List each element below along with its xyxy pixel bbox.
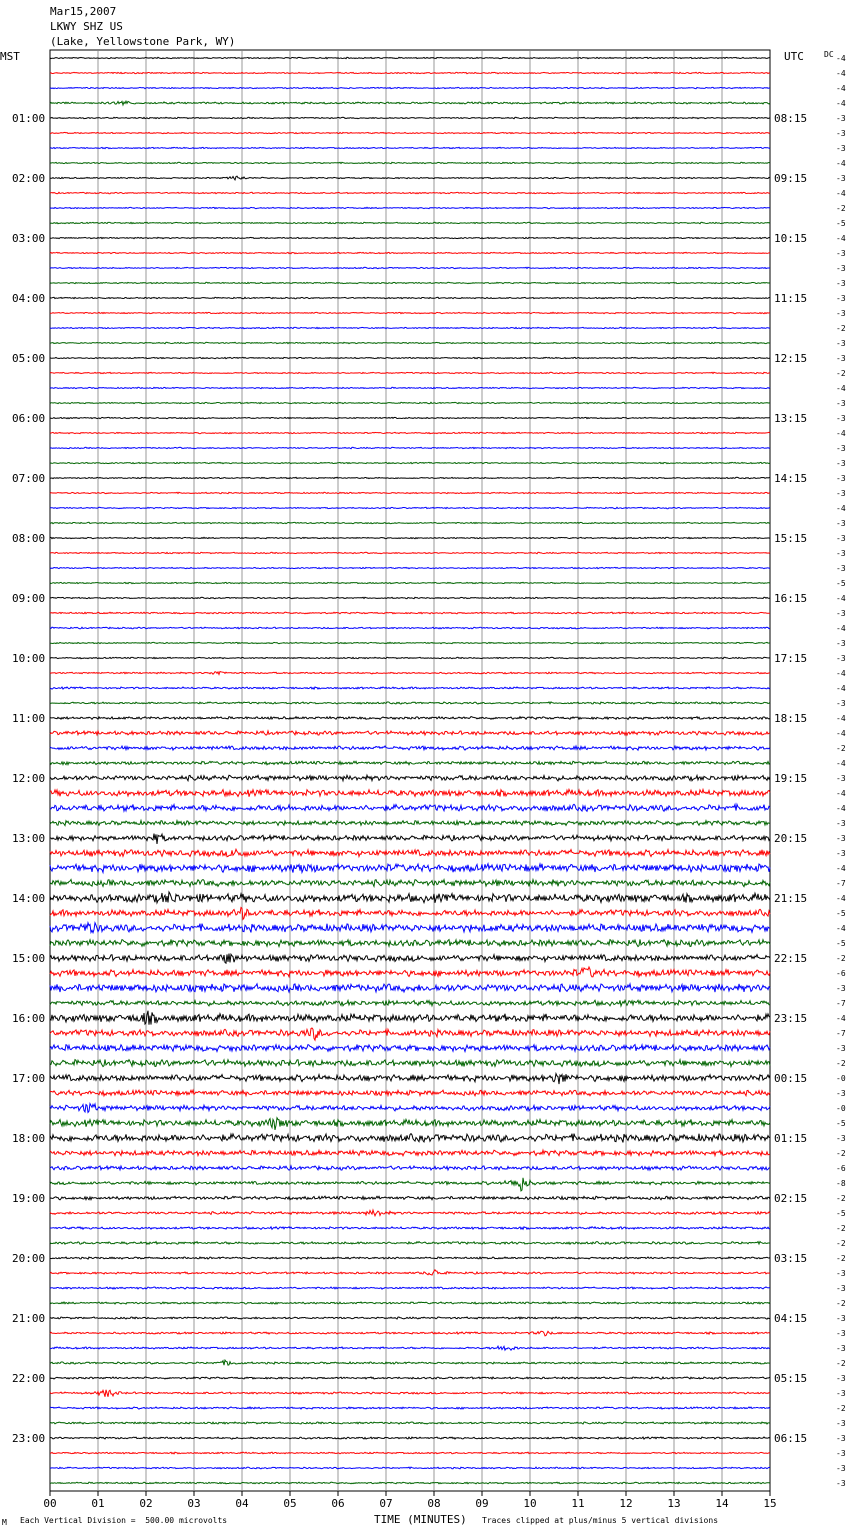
dc-offset-label: -3 [836, 819, 846, 828]
seismic-trace [50, 1257, 770, 1259]
hour-label-right: 09:15 [774, 172, 808, 185]
dc-offset-label: -4 [836, 624, 846, 633]
x-tick-label: 14 [715, 1497, 729, 1510]
dc-offset-label: -4 [836, 99, 846, 108]
seismic-trace [50, 147, 770, 148]
seismic-trace [50, 117, 770, 118]
seismic-trace [50, 537, 770, 538]
dc-offset-label: -3 [836, 984, 846, 993]
plot-frame [50, 50, 770, 1491]
dc-offset-label: -4 [836, 684, 846, 693]
dc-label: DC [824, 50, 834, 59]
x-tick-label: 07 [379, 1497, 393, 1510]
seismic-trace [50, 72, 770, 73]
hour-label-right: 06:15 [774, 1432, 808, 1445]
dc-offset-label: -2 [836, 1404, 846, 1413]
seismic-trace [50, 880, 770, 887]
x-axis-title: TIME (MINUTES) [374, 1513, 467, 1526]
seismic-trace [50, 967, 770, 977]
seismic-trace [50, 702, 770, 704]
dc-offset-label: -3 [836, 279, 846, 288]
dc-offset-label: -4 [836, 804, 846, 813]
seismic-trace [50, 1390, 770, 1397]
dc-offset-label: -3 [836, 339, 846, 348]
dc-offset-label: -5 [836, 1209, 846, 1218]
seismic-trace [50, 984, 770, 992]
hour-label-left: 07:00 [12, 472, 46, 485]
seismic-trace [50, 552, 770, 553]
seismic-trace [50, 1360, 770, 1365]
dc-offset-label: -4 [836, 924, 846, 933]
dc-offset-label: -3 [836, 174, 846, 183]
hour-label-left: 19:00 [12, 1192, 46, 1205]
vertical-division-note: Each Vertical Division = 500.00 microvolts [20, 1516, 228, 1525]
dc-offset-label: -3 [836, 519, 846, 528]
date-label: Mar15,2007 [50, 5, 117, 18]
hour-label-left: 01:00 [12, 112, 46, 125]
dc-offset-label: -4 [836, 669, 846, 678]
seismic-trace [50, 1467, 770, 1469]
dc-offset-label: -2 [836, 1149, 846, 1158]
dc-offset-label: -3 [836, 294, 846, 303]
x-tick-label: 12 [619, 1497, 633, 1510]
hour-label-right: 03:15 [774, 1252, 808, 1265]
seismic-trace [50, 462, 770, 463]
seismic-trace [50, 627, 770, 629]
seismic-trace [50, 1227, 770, 1230]
dc-offset-label: -2 [836, 1299, 846, 1308]
seismic-trace [50, 908, 770, 920]
dc-offset-label: -3 [836, 1344, 846, 1353]
dc-offset-label: -3 [836, 264, 846, 273]
seismic-trace [50, 357, 770, 358]
dc-offset-label: -2 [836, 204, 846, 213]
corner-mark: M [2, 1518, 7, 1527]
dc-offset-label: -7 [836, 999, 846, 1008]
seismic-trace [50, 222, 770, 223]
dc-offset-label: -3 [836, 1284, 846, 1293]
hour-label-right: 22:15 [774, 952, 808, 965]
seismic-trace [50, 101, 770, 105]
seismic-trace [50, 477, 770, 478]
dc-offset-label: -2 [836, 1359, 846, 1368]
hour-label-left: 03:00 [12, 232, 46, 245]
dc-offset-label: -2 [836, 369, 846, 378]
dc-offset-label: -4 [836, 189, 846, 198]
dc-offset-label: -3 [836, 1314, 846, 1323]
seismic-trace [50, 775, 770, 781]
seismic-trace [50, 1045, 770, 1052]
seismic-trace [50, 1437, 770, 1439]
seismic-trace [50, 940, 770, 947]
dc-offset-label: -6 [836, 969, 846, 978]
seismic-trace [50, 1270, 770, 1275]
seismic-trace [50, 402, 770, 403]
hour-label-right: 20:15 [774, 832, 808, 845]
seismic-trace [50, 597, 770, 598]
dc-offset-label: -3 [836, 639, 846, 648]
seismic-trace [50, 252, 770, 253]
hour-label-right: 15:15 [774, 532, 808, 545]
seismic-trace [50, 717, 770, 720]
hour-label-right: 01:15 [774, 1132, 808, 1145]
dc-offset-label: -4 [836, 594, 846, 603]
dc-offset-label: -4 [836, 729, 846, 738]
dc-offset-label: -2 [836, 954, 846, 963]
dc-offset-label: -5 [836, 579, 846, 588]
dc-offset-label: -4 [836, 864, 846, 873]
dc-offset-label: -3 [836, 489, 846, 498]
x-tick-label: 05 [283, 1497, 297, 1510]
seismic-trace [50, 1242, 770, 1245]
hour-label-left: 08:00 [12, 532, 46, 545]
dc-offset-label: -3 [836, 564, 846, 573]
seismic-trace [50, 1196, 770, 1200]
dc-offset-label: -3 [836, 399, 846, 408]
seismic-trace [50, 282, 770, 283]
seismic-trace [50, 1482, 770, 1484]
dc-offset-label: -3 [836, 609, 846, 618]
seismic-trace [50, 132, 770, 133]
seismic-trace [50, 582, 770, 583]
dc-offset-label: -4 [836, 159, 846, 168]
dc-offset-label: -2 [836, 1224, 846, 1233]
dc-offset-label: -5 [836, 1119, 846, 1128]
dc-offset-label: -3 [836, 1449, 846, 1458]
dc-offset-label: -3 [836, 249, 846, 258]
seismic-trace [50, 432, 770, 433]
hour-label-right: 19:15 [774, 772, 808, 785]
seismic-trace [50, 522, 770, 523]
seismic-trace [50, 447, 770, 448]
seismic-trace [50, 1060, 770, 1067]
dc-offset-label: -2 [836, 744, 846, 753]
dc-offset-label: -5 [836, 909, 846, 918]
seismic-trace [50, 342, 770, 343]
hour-label-right: 04:15 [774, 1312, 808, 1325]
seismic-trace [50, 746, 770, 750]
seismic-trace [50, 761, 770, 765]
dc-offset-label: -3 [836, 114, 846, 123]
seismic-trace [50, 1118, 770, 1130]
seismic-trace [50, 1011, 770, 1025]
x-tick-label: 02 [139, 1497, 153, 1510]
dc-offset-label: -3 [836, 474, 846, 483]
hour-label-right: 17:15 [774, 652, 808, 665]
dc-offset-label: -3 [836, 459, 846, 468]
dc-offset-label: -5 [836, 939, 846, 948]
seismic-trace [50, 1104, 770, 1113]
seismic-trace [50, 1346, 770, 1350]
dc-offset-label: -3 [836, 699, 846, 708]
seismic-trace [50, 1000, 770, 1006]
dc-offset-label: -3 [836, 549, 846, 558]
hour-label-right: 05:15 [774, 1372, 808, 1385]
dc-offset-label: -3 [836, 534, 846, 543]
seismic-trace [50, 417, 770, 418]
seismic-trace [50, 1150, 770, 1156]
dc-offset-label: -3 [836, 834, 846, 843]
dc-offset-label: -3 [836, 144, 846, 153]
hour-label-left: 12:00 [12, 772, 46, 785]
x-tick-label: 03 [187, 1497, 201, 1510]
seismic-trace [50, 176, 770, 180]
seismic-trace [50, 207, 770, 208]
seismic-trace [50, 162, 770, 163]
seismic-trace [50, 849, 770, 856]
seismic-trace [50, 327, 770, 328]
seismic-trace [50, 387, 770, 388]
dc-offset-label: -3 [836, 1089, 846, 1098]
seismic-trace [50, 1178, 770, 1191]
station-label: LKWY SHZ US [50, 20, 123, 33]
dc-offset-label: -3 [836, 774, 846, 783]
seismic-trace [50, 312, 770, 313]
seismic-trace [50, 1317, 770, 1319]
dc-offset-label: -4 [836, 894, 846, 903]
seismic-trace [50, 1166, 770, 1170]
dc-offset-label: -8 [836, 1179, 846, 1188]
seismic-trace [50, 1331, 770, 1336]
dc-offset-label: -3 [836, 849, 846, 858]
hour-label-right: 14:15 [774, 472, 808, 485]
dc-offset-label: -3 [836, 1434, 846, 1443]
seismic-trace [50, 642, 770, 643]
dc-offset-label: -4 [836, 1014, 846, 1023]
hour-label-left: 17:00 [12, 1072, 46, 1085]
x-tick-label: 04 [235, 1497, 249, 1510]
dc-offset-label: -3 [836, 1374, 846, 1383]
dc-offset-label: -4 [836, 84, 846, 93]
seismic-trace [50, 1422, 770, 1424]
seismic-trace [50, 567, 770, 568]
dc-offset-label: -4 [836, 429, 846, 438]
dc-offset-label: -2 [836, 1059, 846, 1068]
dc-offset-label: -2 [836, 1194, 846, 1203]
seismic-trace [50, 1452, 770, 1454]
x-tick-label: 09 [475, 1497, 489, 1510]
x-tick-label: 00 [43, 1497, 57, 1510]
clip-note: Traces clipped at plus/minus 5 vertical divisions [482, 1516, 719, 1525]
hour-label-right: 02:15 [774, 1192, 808, 1205]
seismic-trace [50, 657, 770, 658]
dc-offset-label: -3 [836, 1419, 846, 1428]
hour-label-left: 02:00 [12, 172, 46, 185]
seismic-trace [50, 954, 770, 964]
seismic-trace [50, 267, 770, 268]
hour-label-right: 18:15 [774, 712, 808, 725]
dc-offset-label: -4 [836, 789, 846, 798]
hour-label-right: 08:15 [774, 112, 808, 125]
seismic-trace [50, 1407, 770, 1409]
hour-label-left: 20:00 [12, 1252, 46, 1265]
hour-label-left: 21:00 [12, 1312, 46, 1325]
hour-label-right: 21:15 [774, 892, 808, 905]
dc-offset-label: -4 [836, 384, 846, 393]
dc-offset-label: -3 [836, 354, 846, 363]
dc-offset-label: -3 [836, 1329, 846, 1338]
dc-offset-label: -4 [836, 714, 846, 723]
seismic-trace [50, 804, 770, 811]
seismic-trace [50, 923, 770, 933]
location-label: (Lake, Yellowstone Park, WY) [50, 35, 236, 48]
x-tick-label: 01 [91, 1497, 105, 1510]
x-tick-label: 08 [427, 1497, 441, 1510]
seismic-trace [50, 821, 770, 826]
seismic-trace [50, 789, 770, 796]
hour-label-left: 14:00 [12, 892, 46, 905]
seismic-trace [50, 687, 770, 689]
x-tick-label: 15 [763, 1497, 777, 1510]
seismic-trace [50, 237, 770, 238]
dc-offset-label: -4 [836, 759, 846, 768]
seismic-trace [50, 612, 770, 614]
hour-label-left: 16:00 [12, 1012, 46, 1025]
seismic-trace [50, 731, 770, 735]
seismic-trace [50, 1377, 770, 1379]
seismic-trace [50, 297, 770, 298]
dc-offset-label: -3 [836, 1389, 846, 1398]
seismic-trace [50, 1134, 770, 1143]
seismic-trace [50, 1028, 770, 1040]
dc-offset-label: -3 [836, 129, 846, 138]
x-tick-label: 10 [523, 1497, 537, 1510]
seismic-trace [50, 1090, 770, 1096]
dc-offset-label: -6 [836, 1164, 846, 1173]
hour-label-right: 11:15 [774, 292, 808, 305]
dc-offset-label: -4 [836, 69, 846, 78]
dc-offset-label: -5 [836, 219, 846, 228]
dc-offset-label: -3 [836, 444, 846, 453]
dc-offset-label: -2 [836, 1239, 846, 1248]
dc-offset-label: -3 [836, 1044, 846, 1053]
hour-label-left: 15:00 [12, 952, 46, 965]
dc-offset-label: -2 [836, 324, 846, 333]
dc-offset-label: -0 [836, 1074, 846, 1083]
seismic-trace [50, 192, 770, 193]
seismic-trace [50, 1210, 770, 1216]
x-tick-label: 13 [667, 1497, 681, 1510]
hour-label-left: 11:00 [12, 712, 46, 725]
dc-offset-label: -4 [836, 54, 846, 63]
seismic-trace [50, 507, 770, 508]
seismic-trace [50, 87, 770, 88]
seismic-trace [50, 892, 770, 903]
dc-offset-label: -7 [836, 879, 846, 888]
dc-offset-label: -3 [836, 1134, 846, 1143]
utc-label: UTC [784, 50, 804, 63]
x-tick-label: 11 [571, 1497, 585, 1510]
dc-offset-label: -4 [836, 234, 846, 243]
seismic-trace [50, 1302, 770, 1304]
hour-label-left: 13:00 [12, 832, 46, 845]
seismic-trace [50, 492, 770, 493]
seismic-trace [50, 834, 770, 844]
hour-label-left: 04:00 [12, 292, 46, 305]
hour-label-left: 09:00 [12, 592, 46, 605]
hour-label-left: 10:00 [12, 652, 46, 665]
hour-label-left: 23:00 [12, 1432, 46, 1445]
seismic-trace [50, 372, 770, 373]
hour-label-right: 12:15 [774, 352, 808, 365]
hour-label-left: 05:00 [12, 352, 46, 365]
dc-offset-label: -0 [836, 1104, 846, 1113]
hour-label-left: 22:00 [12, 1372, 46, 1385]
seismic-trace [50, 672, 770, 675]
seismic-trace [50, 1287, 770, 1289]
dc-offset-label: -3 [836, 1269, 846, 1278]
hour-label-right: 16:15 [774, 592, 808, 605]
hour-label-left: 06:00 [12, 412, 46, 425]
dc-offset-label: -3 [836, 654, 846, 663]
hour-label-right: 10:15 [774, 232, 808, 245]
seismic-trace [50, 57, 770, 58]
dc-offset-label: -7 [836, 1029, 846, 1038]
dc-offset-label: -4 [836, 504, 846, 513]
dc-offset-label: -2 [836, 1254, 846, 1263]
hour-label-right: 13:15 [774, 412, 808, 425]
seismic-trace [50, 864, 770, 873]
dc-offset-label: -3 [836, 309, 846, 318]
dc-offset-label: -3 [836, 414, 846, 423]
hour-label-right: 23:15 [774, 1012, 808, 1025]
hour-label-left: 18:00 [12, 1132, 46, 1145]
hour-label-right: 00:15 [774, 1072, 808, 1085]
seismic-trace [50, 1074, 770, 1085]
dc-offset-label: -3 [836, 1464, 846, 1473]
x-tick-label: 06 [331, 1497, 345, 1510]
dc-offset-label: -3 [836, 1479, 846, 1488]
mst-label: MST [0, 50, 20, 63]
